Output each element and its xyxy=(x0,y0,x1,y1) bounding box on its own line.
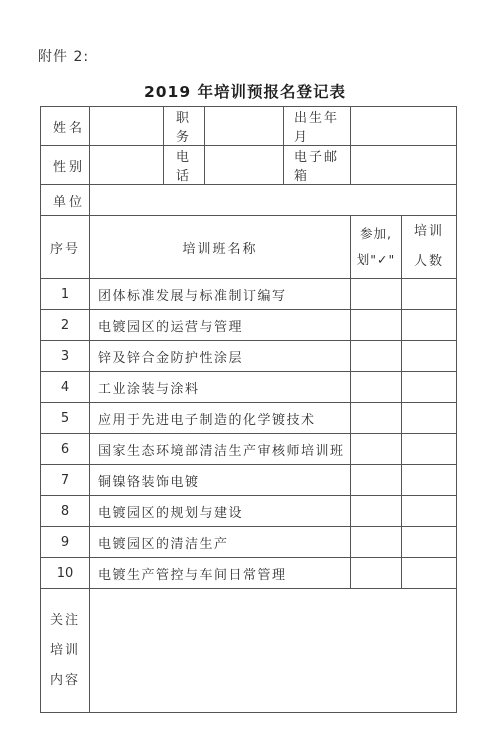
gender-label: 性别 xyxy=(41,146,90,185)
course-name: 电镀园区的清洁生产 xyxy=(90,527,351,558)
table-row xyxy=(41,465,457,496)
form-title: 2019 年培训预报名登记表 xyxy=(143,83,347,101)
count-cell[interactable] xyxy=(402,558,457,589)
join-check-cell[interactable] xyxy=(351,372,402,403)
focus-label-line3: 内容 xyxy=(49,672,80,688)
course-header-row xyxy=(41,216,457,279)
unit-field[interactable] xyxy=(90,185,457,216)
count-cell[interactable] xyxy=(402,403,457,434)
birth-field[interactable] xyxy=(351,107,457,146)
row-seq: 4 xyxy=(41,372,90,403)
attachment-label: 附件 2: xyxy=(38,49,90,65)
position-field[interactable] xyxy=(205,107,284,146)
unit-label: 单位 xyxy=(41,185,90,216)
table-row xyxy=(41,341,457,372)
focus-content-field[interactable] xyxy=(90,589,457,713)
course-name: 国家生态环境部清洁生产审核师培训班 xyxy=(90,434,351,465)
course-name: 工业涂装与涂料 xyxy=(90,372,351,403)
course-name: 应用于先进电子制造的化学镀技术 xyxy=(90,403,351,434)
join-header-line1: 参加, xyxy=(360,226,392,241)
info-row-1 xyxy=(41,107,457,146)
count-cell[interactable] xyxy=(402,372,457,403)
seq-header: 序号 xyxy=(41,216,90,279)
count-cell[interactable] xyxy=(402,279,457,310)
count-header-line1: 培训 xyxy=(413,224,444,239)
count-header-line2: 人数 xyxy=(413,254,444,269)
focus-label-line2: 培训 xyxy=(49,642,80,658)
count-cell[interactable] xyxy=(402,434,457,465)
table-row xyxy=(41,558,457,589)
email-label: 电子邮箱 xyxy=(284,146,351,185)
phone-label: 电话 xyxy=(164,146,205,185)
join-check-cell[interactable] xyxy=(351,527,402,558)
count-header xyxy=(402,216,457,279)
join-check-cell[interactable] xyxy=(351,279,402,310)
focus-content-row xyxy=(41,589,457,713)
course-name: 锌及锌合金防护性涂层 xyxy=(90,341,351,372)
join-header xyxy=(351,216,402,279)
table-row xyxy=(41,310,457,341)
row-seq: 7 xyxy=(41,465,90,496)
table-row xyxy=(41,496,457,527)
row-seq: 1 xyxy=(41,279,90,310)
count-cell[interactable] xyxy=(402,465,457,496)
birth-label: 出生年月 xyxy=(284,107,351,146)
join-check-cell[interactable] xyxy=(351,341,402,372)
count-cell[interactable] xyxy=(402,527,457,558)
row-seq: 9 xyxy=(41,527,90,558)
join-check-cell[interactable] xyxy=(351,465,402,496)
name-field[interactable] xyxy=(90,107,164,146)
course-name: 电镀园区的运营与管理 xyxy=(90,310,351,341)
table-row xyxy=(41,434,457,465)
focus-label-line1: 关注 xyxy=(49,612,80,628)
join-check-cell[interactable] xyxy=(351,496,402,527)
table-row xyxy=(41,403,457,434)
row-seq: 2 xyxy=(41,310,90,341)
phone-field[interactable] xyxy=(205,146,284,185)
table-row xyxy=(41,527,457,558)
join-check-cell[interactable] xyxy=(351,558,402,589)
join-check-cell[interactable] xyxy=(351,434,402,465)
row-seq: 3 xyxy=(41,341,90,372)
row-seq: 8 xyxy=(41,496,90,527)
row-seq: 5 xyxy=(41,403,90,434)
row-seq: 10 xyxy=(41,558,90,589)
gender-field[interactable] xyxy=(90,146,164,185)
registration-table xyxy=(40,106,457,713)
course-name: 铜镍铬装饰电镀 xyxy=(90,465,351,496)
course-name: 团体标准发展与标准制订编写 xyxy=(90,279,351,310)
course-name: 电镀生产管控与车间日常管理 xyxy=(90,558,351,589)
row-seq: 6 xyxy=(41,434,90,465)
join-header-line2: 划"✓" xyxy=(356,252,396,267)
course-name: 电镀园区的规划与建设 xyxy=(90,496,351,527)
join-check-cell[interactable] xyxy=(351,403,402,434)
course-name-header: 培训班名称 xyxy=(90,216,351,279)
table-row xyxy=(41,372,457,403)
count-cell[interactable] xyxy=(402,496,457,527)
email-field[interactable] xyxy=(351,146,457,185)
info-row-2 xyxy=(41,146,457,185)
count-cell[interactable] xyxy=(402,341,457,372)
count-cell[interactable] xyxy=(402,310,457,341)
position-label: 职务 xyxy=(164,107,205,146)
unit-row xyxy=(41,185,457,216)
join-check-cell[interactable] xyxy=(351,310,402,341)
focus-content-label xyxy=(41,589,90,713)
table-row xyxy=(41,279,457,310)
name-label: 姓名 xyxy=(41,107,90,146)
